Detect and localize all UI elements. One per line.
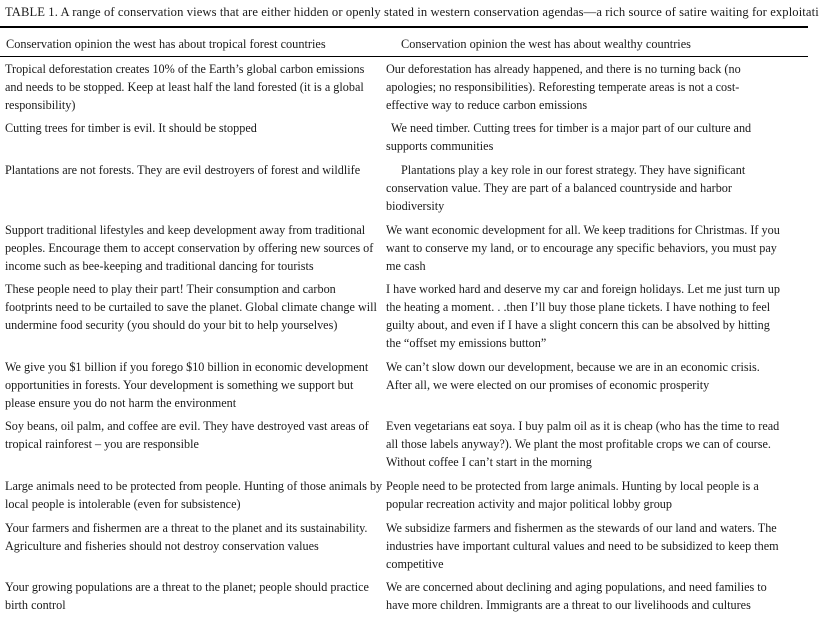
- tropical-opinion-cell: Plantations are not forests. They are evil destroyers of forest and wildlife: [5, 163, 361, 177]
- wealthy-opinion-cell: People need to be protected from large animals. Hunting by local people is a popular recreation activity and major political lobby group: [386, 479, 759, 511]
- tropical-opinion-cell: Large animals need to be protected from people. Hunting of those animals by local people is intolerable (even for subsistence): [5, 479, 383, 511]
- wealthy-opinion-cell: We subsidize farmers and fishermen as the stewards of our land and waters. The industries have important cultural values and need to be subsidized to keep them competitive: [386, 521, 779, 571]
- tropical-opinion-cell: Soy beans, oil palm, and coffee are evil. They have destroyed vast areas of tropical rainforest – you are responsible: [5, 419, 369, 451]
- tropical-opinion-cell: Cutting trees for timber is evil. It should be stopped: [5, 121, 257, 135]
- header-rule: [0, 56, 808, 57]
- wealthy-opinion-cell: Even vegetarians eat soya. I buy palm oil as it is cheap (who has the time to read all those labels anyway?). We plant the most profitable crops we can of course. Without coffee I can’t start in the morning: [386, 419, 780, 469]
- tropical-opinion-cell: These people need to play their part! Their consumption and carbon footprints need to be curtailed to save the planet. Global climate change will undermine food security (you should do your bit to help yourselves): [5, 282, 377, 332]
- tropical-opinion-cell: Tropical deforestation creates 10% of the Earth’s global carbon emissions and needs to be stopped. Keep at least half the land forested (it is a global responsibility): [5, 62, 365, 112]
- tropical-opinion-cell: Your growing populations are a threat to the planet; people should practice birth control: [5, 580, 369, 612]
- tropical-opinion-cell: We give you $1 billion if you forego $10 billion in economic development opportunities in forests. Your development is something we support but please ensure you do not harm the environment: [5, 360, 369, 410]
- wealthy-opinion-cell: We are concerned about declining and aging populations, and need families to have more children. Immigrants are a threat to our livelihoods and cultures: [386, 580, 767, 612]
- column-header-wealthy: Conservation opinion the west has about wealthy countries: [401, 37, 691, 51]
- wealthy-opinion-cell: We can’t slow down our development, because we are in an economic crisis. After all, we were elected on our promises of economic prosperity: [386, 360, 760, 392]
- top-rule: [0, 26, 808, 28]
- wealthy-opinion-cell: I have worked hard and deserve my car and foreign holidays. Let me just turn up the heating a moment. . .then I’ll buy those plane tickets. I have nothing to feel guilty about, and even if I have a slight concern this can be absolved by hitting the “offset my emissions button”: [386, 282, 780, 350]
- wealthy-opinion-cell: Our deforestation has already happened, and there is no turning back (no apologies; no responsibilities). Reforesting temperate areas is not a cost-effective way to reduce carbon emissions: [386, 62, 741, 112]
- tropical-opinion-cell: Support traditional lifestyles and keep development away from traditional peoples. Encourage them to accept conservation by offering new sources of income such as bee-keeping and traditional dancing for tourists: [5, 223, 374, 273]
- wealthy-opinion-cell: Plantations play a key role in our forest strategy. They have significant conservation value. They are part of a balanced countryside and harbor biodiversity: [386, 163, 746, 213]
- table-caption: TABLE 1. A range of conservation views that are either hidden or openly stated in western conservation agendas—a rich source of satire waiting for exploitati: [5, 5, 819, 19]
- column-header-tropical: Conservation opinion the west has about tropical forest countries: [6, 37, 326, 51]
- wealthy-opinion-cell: We need timber. Cutting trees for timber is a major part of our culture and supports communities: [386, 121, 752, 153]
- wealthy-opinion-cell: We want economic development for all. We keep traditions for Christmas. If you want to conserve my land, or to encourage any specific behaviors, you must pay me cash: [386, 223, 780, 273]
- tropical-opinion-cell: Your farmers and fishermen are a threat to the planet and its sustainability. Agriculture and fisheries should not destroy conservation values: [5, 521, 368, 553]
